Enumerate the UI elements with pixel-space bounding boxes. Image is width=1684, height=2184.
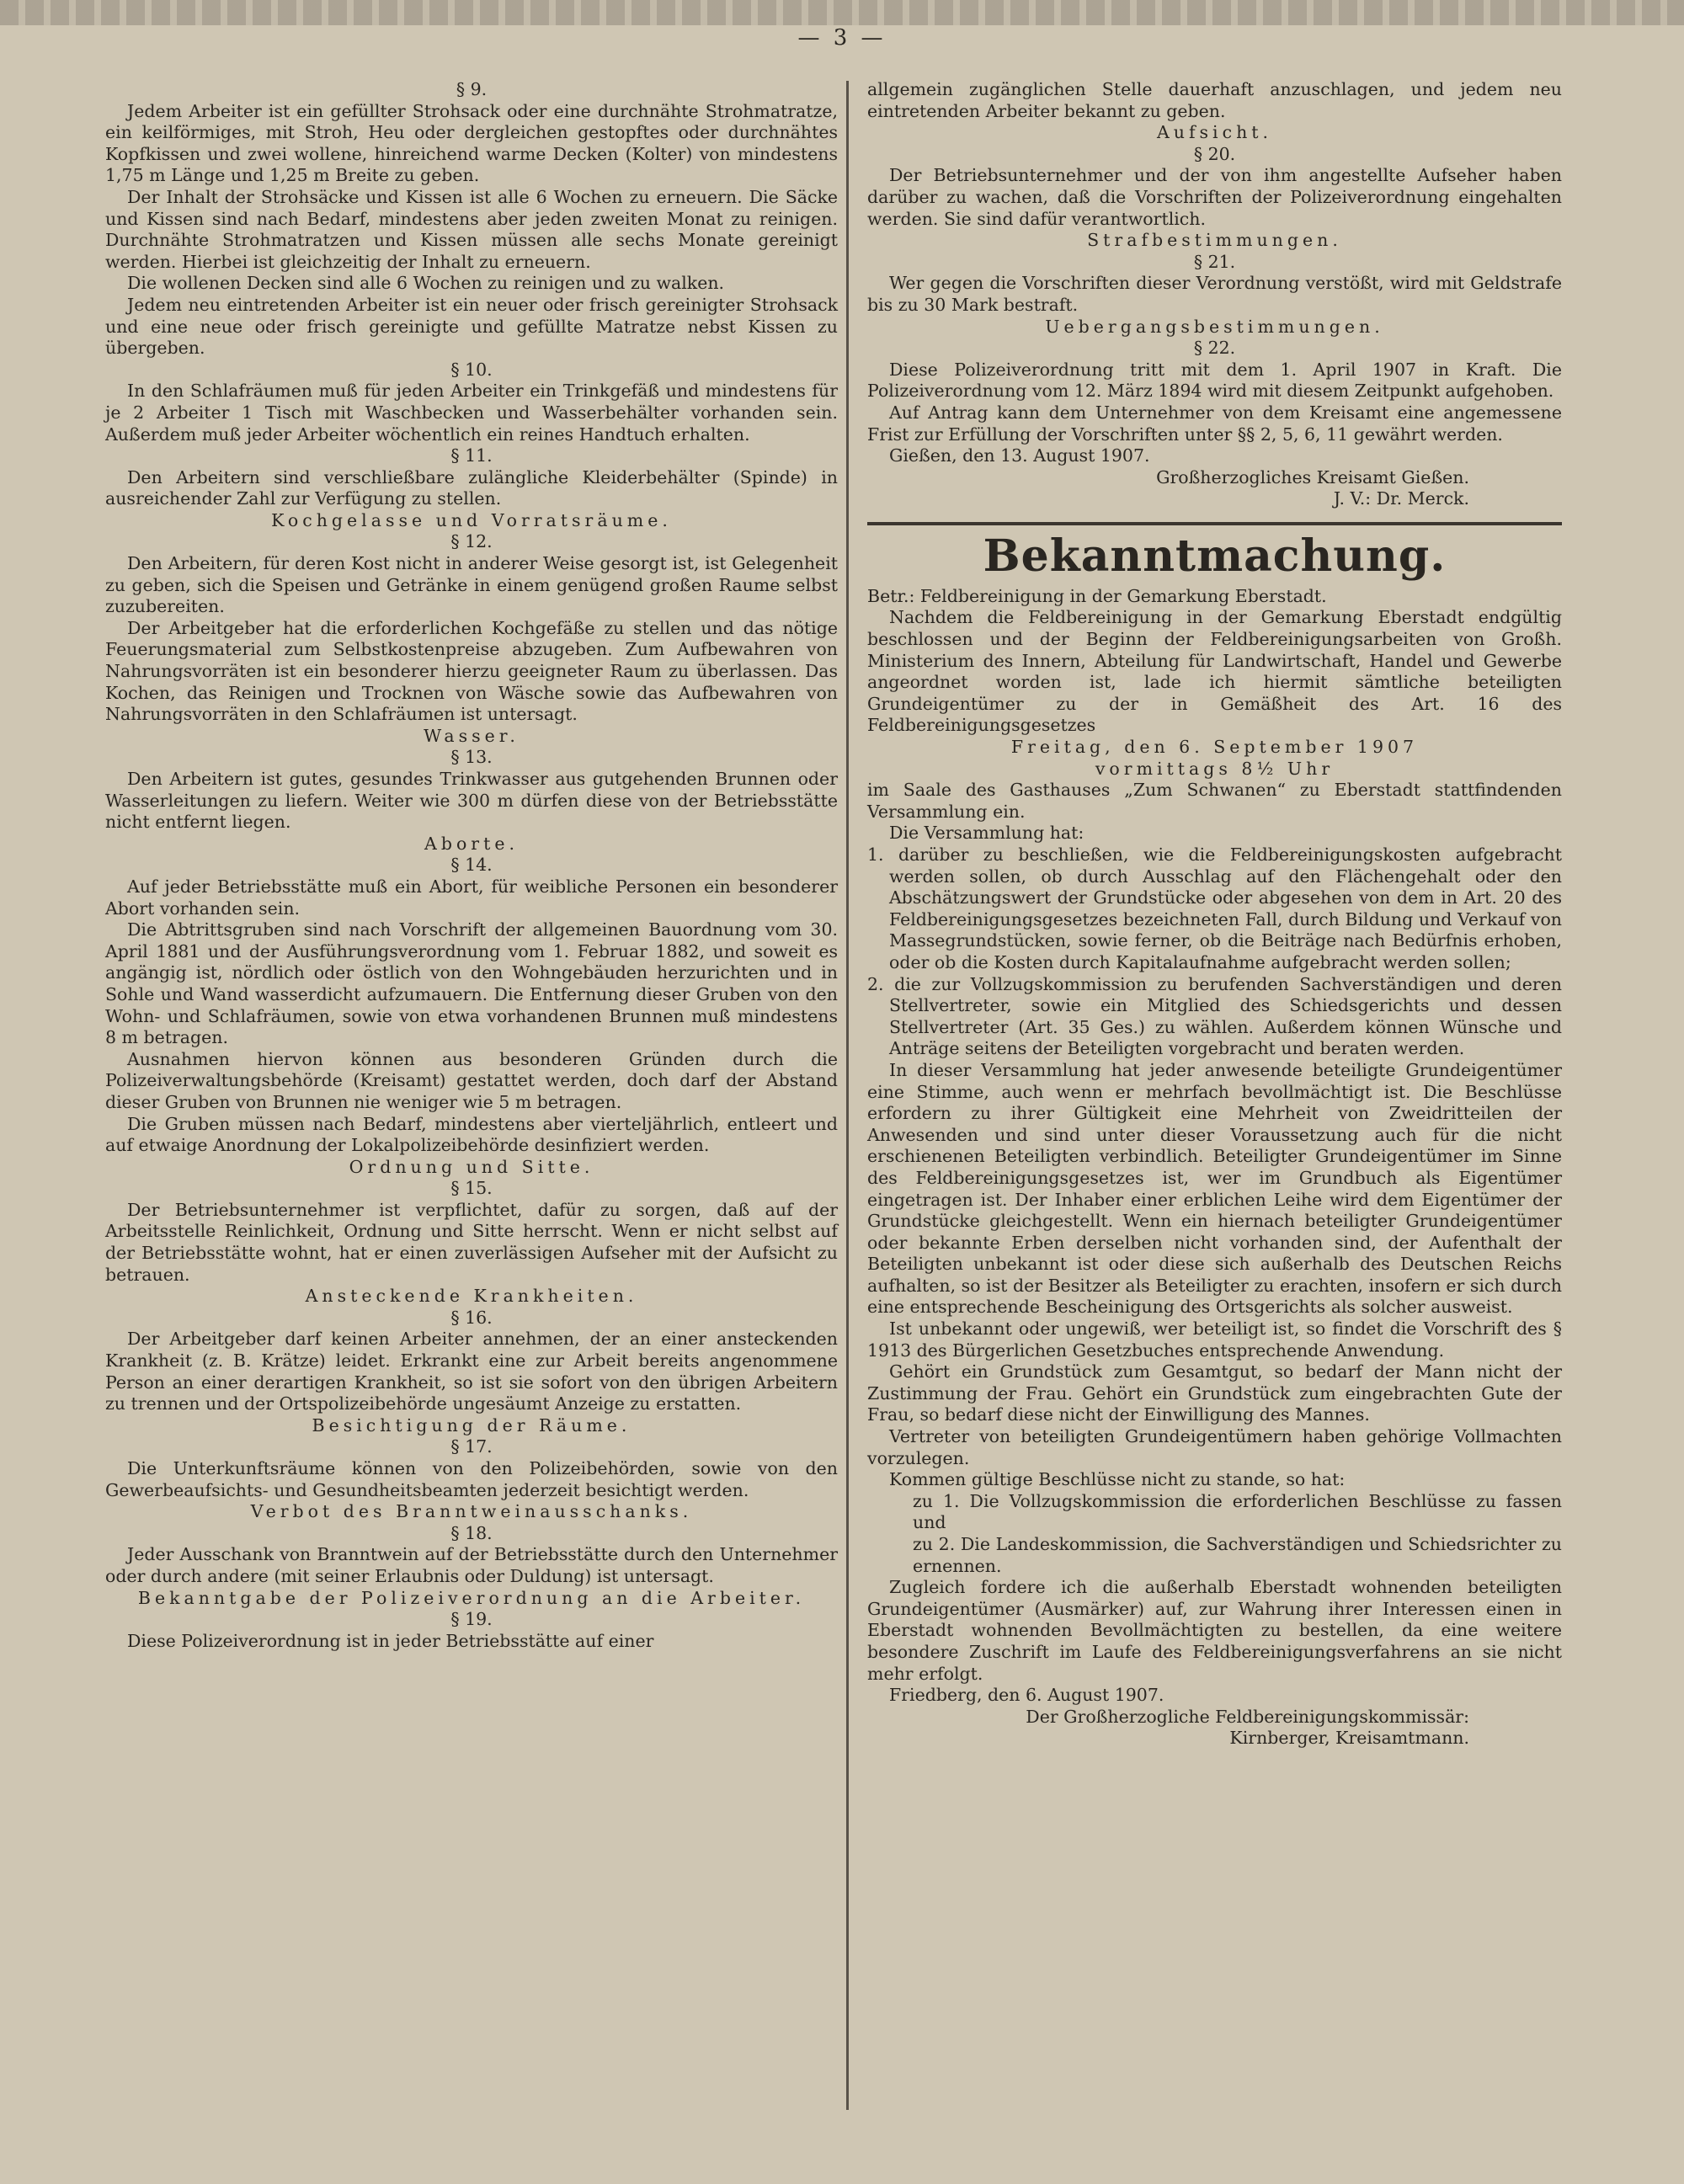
paragraph: Friedberg, den 6. August 1907.	[889, 1685, 1164, 1706]
paragraph: In den Schlafräumen muß für jeden Arbeiter ein Trinkgefäß und mindestens für je 2 Arbeiter 1 Tisch mit Waschbecken und Wasserbehälter vorhanden sein. Außerdem muß jeder Arbeiter wöchentlich ein reines Handtuch erhalten.	[105, 381, 838, 445]
paragraph: Zugleich fordere ich die außerhalb Eberstadt wohnenden beteiligten Grundeigentümer (Ausmärker) auf, zur Wahrung ihrer Interessen einen in Eberstadt wohnenden Bevollmächtigten zu bestellen, da eine weitere besondere Zuschrift im Laufe des Feldbereinigungsverfahrens an sie nicht mehr erfolgt.	[867, 1577, 1562, 1684]
section-heading: Aufsicht.	[1156, 122, 1273, 143]
paragraph: Jeder Ausschank von Branntwein auf der Betriebsstätte durch den Unternehmer oder durch andere (mit seiner Erlaubnis oder Duldung) ist untersagt.	[105, 1544, 838, 1586]
section-number: § 19.	[450, 1609, 493, 1630]
paragraph: im Saale des Gasthauses „Zum Schwanen“ zu Eberstadt stattfindenden Versammlung ein.	[867, 780, 1562, 822]
section-number: § 21.	[1193, 251, 1236, 272]
paragraph: Gießen, den 13. August 1907.	[889, 445, 1150, 466]
paragraph: Betr.: Feldbereinigung in der Gemarkung Eberstadt.	[867, 585, 1327, 606]
paragraph: Diese Polizeiverordnung ist in jeder Betriebsstätte auf einer	[127, 1630, 654, 1651]
paragraph: Vertreter von beteiligten Grundeigentümern haben gehörige Vollmachten vorzulegen.	[867, 1426, 1562, 1468]
list-item: 2. die zur Vollzugskommission zu berufenden Sachverständigen und deren Stellvertreter, sowie ein Mitglied des Schiedsgerichts und dessen Stellvertreter (Art. 35 Ges.) zu wählen. Außerdem können Wünsche und Anträge seitens der Beteiligten vorgebracht und beraten werden.	[867, 973, 1562, 1059]
section-separator-rule	[867, 522, 1562, 525]
paragraph: Der Arbeitgeber hat die erforderlichen Kochgefäße zu stellen und das nötige Feuerungsmaterial zum Selbstkostenpreise abzugeben. Zum Aufbewahren von Nahrungsvorräten ist ein besonderer hierzu geeigneter Raum zu überlassen. Das Kochen, das Reinigen und Trocknen von Wäsche sowie das Aufbewahren von Nahrungsvorräten in den Schlafräumen ist untersagt.	[105, 617, 838, 725]
paragraph: Ausnahmen hiervon können aus besonderen Gründen durch die Polizeiverwaltungsbehörde (Kreisamt) gestattet werden, doch darf der Abstand dieser Gruben von Brunnen nie weniger wie 5 m betragen.	[105, 1048, 838, 1112]
section-number: § 17.	[450, 1436, 493, 1457]
paragraph: Die wollenen Decken sind alle 6 Wochen zu reinigen und zu walken.	[127, 273, 725, 294]
section-number: § 16.	[450, 1307, 493, 1328]
paragraph: Die Unterkunftsräume können von den Polizeibehörden, sowie von den Gewerbeaufsichts- und Gesundheitsbeamten jederzeit besichtigt werden.	[105, 1458, 838, 1500]
paragraph: Der Betriebsunternehmer ist verpflichtet, dafür zu sorgen, daß auf der Arbeitsstelle Reinlichkeit, Ordnung und Sitte herrscht. Wenn er nicht selbst auf der Betriebsstätte wohnt, hat er einen zuverlässigen Aufseher mit der Aufsicht zu betrauen.	[105, 1199, 838, 1285]
section-heading: vormittags 8½ Uhr	[1095, 758, 1335, 779]
paragraph: Der Arbeitgeber darf keinen Arbeiter annehmen, der an einer ansteckenden Krankheit (z. B. Krätze) leidet. Erkrankt eine zur Arbeit bereits angenommene Person an einer derartigen Krankheit, so ist sie sofort von den übrigen Arbeitern zu trennen und der Ortspolizeibehörde ungesäumt Anzeige zu erstatten.	[105, 1329, 838, 1414]
paragraph: Die Abtrittsgruben sind nach Vorschrift der allgemeinen Bauordnung vom 30. April 1881 und der Ausführungsverordnung vom 1. Februar 1882, und soweit es angängig ist, nördlich oder östlich von den Wohngebäuden herzurichten und in Sohle und Wand wasserdicht aufzumauern. Die Entfernung dieser Gruben von den Wohn- und Schlafräumen, sowie von etwa vorhandenen Brunnen muß mindestens 8 m betragen.	[105, 919, 838, 1048]
section-heading: Aborte.	[424, 833, 519, 854]
section-number: § 9.	[456, 79, 488, 99]
page-number: — 3 —	[797, 25, 887, 51]
list-item: 1. darüber zu beschließen, wie die Feldbereinigungskosten aufgebracht werden sollen, ob durch Ausschlag auf den Flächengehalt oder den Abschätzungswert der Grundstücke oder abgesehen von dem in Art. 20 des Feldbereinigungsgesetzes bezeichneten Fall, durch Bildung und Verkauf von Massegrundstücken, sowie ferner, ob die Beiträge nach Bedürfnis erhoben, oder ob die Kosten durch Kapitalaufnahme aufgebracht werden sollen;	[867, 844, 1562, 972]
section-heading: Wasser.	[424, 725, 520, 746]
list-item: zu 2. Die Landeskommission, die Sachverständigen und Schiedsrichter zu ernennen.	[913, 1534, 1562, 1576]
paragraph: Auf jeder Betriebsstätte muß ein Abort, für weibliche Personen ein besonderer Abort vorhanden sein.	[105, 876, 838, 919]
section-number: § 13.	[450, 747, 493, 768]
section-number: § 20.	[1193, 143, 1236, 164]
section-heading: Bekanntgabe der Polizeiverordnung an die Arbeiter.	[137, 1587, 806, 1608]
paragraph: Gehört ein Grundstück zum Gesamtgut, so bedarf der Mann nicht der Zustimmung der Frau. Gehört ein Grundstück zum eingebrachten Gute der Frau, so bedarf diese nicht der Einwilligung des Mannes.	[867, 1361, 1562, 1425]
paragraph: Den Arbeitern, für deren Kost nicht in anderer Weise gesorgt ist, ist Gelegenheit zu geben, sich die Speisen und Getränke in einem genügend großen Raume selbst zuzubereiten.	[105, 553, 838, 617]
paragraph: Der Inhalt der Strohsäcke und Kissen ist alle 6 Wochen zu erneuern. Die Säcke und Kissen sind nach Bedarf, mindestens aber jeden zweiten Monat zu reinigen. Durchnähte Strohmatratzen und Kissen müssen alle sechs Monate gereinigt werden. Hierbei ist gleichzeitig der Inhalt zu erneuern.	[105, 186, 838, 272]
signature-line: Großherzogliches Kreisamt Gießen.	[1156, 466, 1469, 487]
notice-title: Bekanntmachung.	[983, 530, 1447, 582]
paragraph: Auf Antrag kann dem Unternehmer von dem Kreisamt eine angemessene Frist zur Erfüllung der Vorschriften unter §§ 2, 5, 6, 11 gewährt werden.	[867, 402, 1562, 445]
paragraph: Den Arbeitern ist gutes, gesundes Trinkwasser aus gutgehenden Brunnen oder Wasserleitungen zu liefern. Weiter wie 300 m dürfen diese von der Betriebsstätte nicht entfernt liegen.	[105, 769, 838, 833]
signature-line: Der Großherzogliche Feldbereinigungskommissär:	[1026, 1706, 1469, 1727]
paragraph: Jedem neu eintretenden Arbeiter ist ein neuer oder frisch gereinigter Strohsack und eine neue oder frisch gereinigte und gefüllte Matratze nebst Kissen zu übergeben.	[105, 294, 838, 359]
paragraph: Der Betriebsunternehmer und der von ihm angestellte Aufseher haben darüber zu wachen, daß die Vorschriften der Polizeiverordnung eingehalten werden. Sie sind dafür verantwortlich.	[867, 165, 1562, 229]
signature-line: J. V.: Dr. Merck.	[1333, 488, 1469, 509]
list-item: zu 1. Die Vollzugskommission die erforderlichen Beschlüsse zu fassen und	[913, 1490, 1562, 1533]
section-heading: Ansteckende Krankheiten.	[305, 1286, 638, 1307]
paragraph: Ist unbekannt oder ungewiß, wer beteiligt ist, so findet die Vorschrift des § 1913 des Bürgerlichen Gesetzbuches entsprechende Anwendung.	[867, 1318, 1562, 1361]
paragraph: Jedem Arbeiter ist ein gefüllter Strohsack oder eine durchnähte Strohmatratze, ein keilförmiges, mit Stroh, Heu oder dergleichen gestopftes oder durchnähtes Kopfkissen und zwei wollene, hinreichend warme Decken (Kolter) von mindestens 1,75 m Länge und 1,25 m Breite zu geben.	[105, 100, 838, 186]
paragraph: In dieser Versammlung hat jeder anwesende beteiligte Grundeigentümer eine Stimme, auch wenn er mehrfach bevollmächtigt ist. Die Beschlüsse erfordern zu ihrer Gültigkeit eine Mehrheit von Zweidritteilen der Anwesenden und sind unter dieser Voraussetzung auch für die nicht erschienenen Beteiligten verbindlich. Beteiligter Grundeigentümer im Sinne des Feldbereinigungsgesetzes ist, wer im Grundbuch als Eigentümer eingetragen ist. Der Inhaber einer erblichen Leihe wird dem Eigentümer der Grundstücke gleichgestellt. Wenn ein hiernach beteiligter Grundeigentümer oder bekannte Erben derselben nicht vorhanden sind, der Aufenthalt der Beteiligten unbekannt ist oder diese sich außerhalb des Deutschen Reichs aufhalten, so ist der Besitzer als Beteiligter zu erachten, insofern er sich durch eine entsprechende Bescheinigung des Ortsgerichts als solcher ausweist.	[867, 1059, 1562, 1318]
section-heading: Kochgelasse und Vorratsräume.	[271, 509, 672, 530]
section-number: § 18.	[450, 1522, 493, 1543]
section-number: § 12.	[450, 531, 493, 552]
section-heading: Verbot des Branntweinausschanks.	[250, 1501, 693, 1522]
section-heading: Ordnung und Sitte.	[349, 1156, 594, 1177]
right-column	[867, 79, 1562, 1750]
column-divider	[846, 81, 849, 2110]
section-number: § 22.	[1193, 338, 1236, 359]
bekanntmachung-feldbereinigung	[867, 530, 1562, 1750]
left-column-polizeiverordnung	[105, 79, 838, 1652]
paragraph: allgemein zugänglichen Stelle dauerhaft anzuschlagen, und jedem neu eintretenden Arbeiter bekannt zu geben.	[867, 79, 1562, 121]
section-heading: Freitag, den 6. September 1907	[1010, 737, 1419, 758]
section-heading: Strafbestimmungen.	[1087, 230, 1342, 251]
section-number: § 14.	[450, 855, 493, 876]
section-number: § 10.	[450, 359, 493, 380]
previous-page-edge	[0, 0, 1684, 25]
paragraph: Kommen gültige Beschlüsse nicht zu stande, so hat:	[889, 1469, 1346, 1490]
polizeiverordnung-continuation	[867, 79, 1562, 510]
paragraph: Die Gruben müssen nach Bedarf, mindestens aber vierteljährlich, entleert und auf etwaige Anordnung der Lokalpolizeibehörde desinfiziert werden.	[105, 1113, 838, 1156]
section-heading: Uebergangsbestimmungen.	[1045, 316, 1384, 337]
paragraph: Wer gegen die Vorschriften dieser Verordnung verstößt, wird mit Geldstrafe bis zu 30 Mark bestraft.	[867, 273, 1562, 315]
section-number: § 11.	[450, 445, 493, 466]
paragraph: Die Versammlung hat:	[889, 823, 1084, 844]
section-number: § 15.	[450, 1178, 493, 1199]
section-heading: Besichtigung der Räume.	[312, 1414, 632, 1436]
signature-line: Kirnberger, Kreisamtmann.	[1229, 1728, 1469, 1749]
paragraph: Nachdem die Feldbereinigung in der Gemarkung Eberstadt endgültig beschlossen und der Beginn der Feldbereinigungsarbeiten von Großh. Ministerium des Innern, Abteilung für Landwirtschaft, Handel und Gewerbe angeordnet worden ist, lade ich hiermit sämtliche beteiligten Grundeigentümer zu der in Gemäßheit des Art. 16 des Feldbereinigungsgesetzes	[867, 607, 1562, 736]
paragraph: Diese Polizeiverordnung tritt mit dem 1. April 1907 in Kraft. Die Polizeiverordnung vom 12. März 1894 wird mit diesem Zeitpunkt aufgehoben.	[867, 359, 1562, 402]
paragraph: Den Arbeitern sind verschließbare zulängliche Kleiderbehälter (Spinde) in ausreichender Zahl zur Verfügung zu stellen.	[105, 466, 838, 509]
